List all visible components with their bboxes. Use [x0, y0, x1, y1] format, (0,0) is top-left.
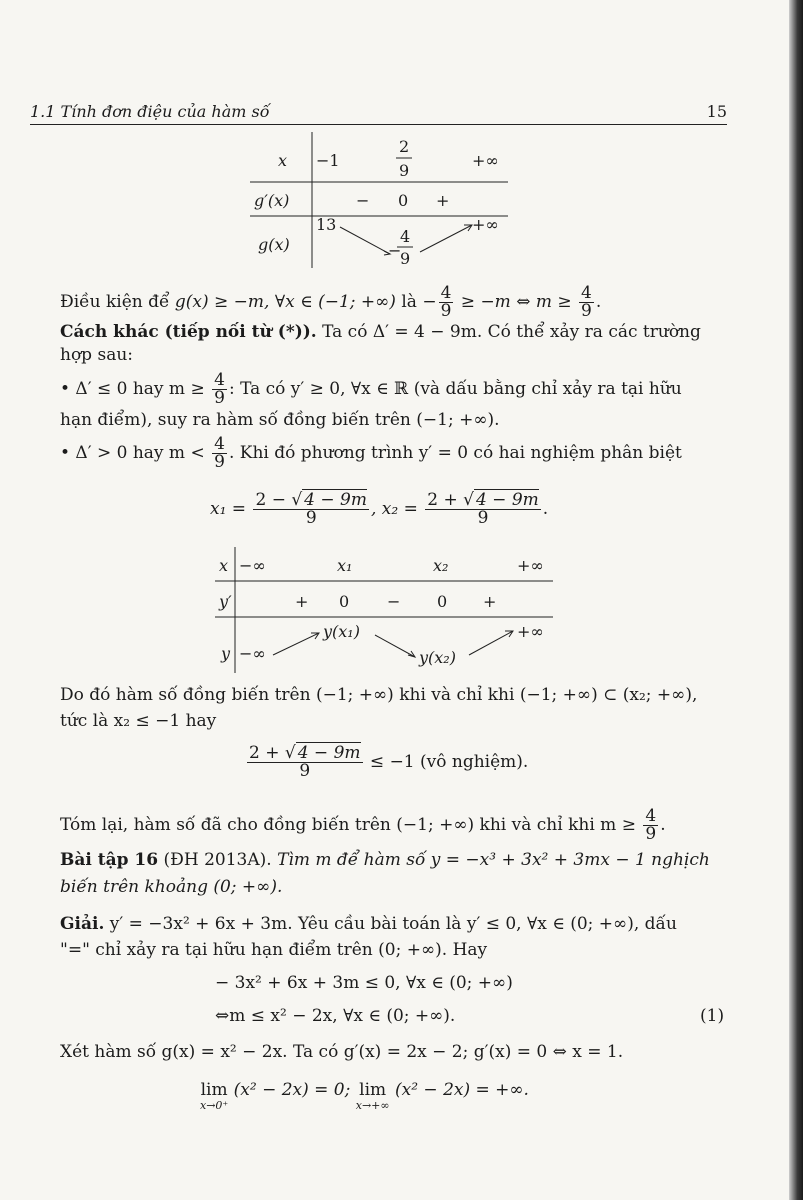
bullet-2	[60, 436, 682, 471]
table1-x-mid-num: 2	[399, 137, 410, 156]
bullet-1-cont: hạn điểm), suy ra hàm số đồng biến trên (−1; +∞).	[60, 410, 500, 430]
solution-text-1: y′ = −3x² + 6x + 3m. Yêu cầu bài toán là y′ ≤ 0, ∀x ∈ (0; +∞), dấu	[104, 914, 677, 934]
table2-arrow-up-2-head	[505, 631, 513, 637]
x1-sqrt-body: 4 − 9m	[304, 490, 367, 510]
period: .	[595, 292, 602, 312]
table2-x-1: x₁	[337, 556, 353, 575]
table2-x-label: x	[219, 556, 229, 575]
frac-num: 4	[645, 806, 657, 826]
table2-arrow-down	[375, 635, 415, 657]
limit-2-sub: x→+∞	[355, 1099, 390, 1112]
table1-gp-label: g′(x)	[254, 191, 290, 210]
solution-line-2: "=" chỉ xảy ra tại hữu hạn điểm trên (0; +∞). Hay	[60, 940, 488, 960]
fraction-4-9-e	[643, 808, 658, 843]
exercise-source: (ĐH 2013A).	[158, 850, 278, 870]
fraction-4-9	[439, 285, 454, 320]
table2-arrow-up-1	[273, 633, 319, 655]
limit-1-op: lim	[200, 1080, 228, 1100]
variation-table-y	[215, 545, 555, 675]
page-edge-shadow	[789, 0, 803, 1200]
period: .	[660, 815, 666, 835]
table1-x-end: +∞	[472, 151, 499, 170]
table2-yp-1: 0	[339, 592, 350, 611]
table2-y-1: y(x₁)	[323, 622, 360, 641]
frac-den: 9	[581, 301, 592, 321]
alt-method-heading: Cách khác (tiếp nối từ (*)).	[60, 322, 317, 342]
section-title: 1.1 Tính đơn điệu của hàm số	[30, 102, 270, 121]
frac-num: 4	[214, 434, 225, 454]
para2-line-1: Do đó hàm số đồng biến trên (−1; +∞) khi và chỉ khi (−1; +∞) ⊂ (x₂; +∞),	[60, 685, 698, 705]
x2-num-prefix: 2 + √	[427, 490, 474, 510]
table2-y-label: y	[221, 644, 231, 663]
table1-g-start: 13	[316, 215, 337, 234]
table1-gp-pos: +	[436, 191, 450, 210]
alt-method-cont: hợp sau:	[60, 345, 134, 365]
x2-denominator: 9	[477, 508, 489, 528]
period: .	[542, 499, 549, 519]
x2-label: , x₂ =	[370, 499, 424, 519]
condition-expr: g(x) ≥ −m, ∀x ∈ (−1; +∞)	[174, 292, 396, 312]
limit-1	[200, 1080, 228, 1112]
frac-num: 4	[581, 283, 592, 303]
table1-gp-neg: −	[356, 191, 370, 210]
bullet-1-text: • Δ′ ≤ 0 hay m ≥	[60, 379, 211, 399]
table2-x-0: −∞	[239, 556, 266, 575]
running-header	[30, 100, 727, 125]
bullet-2-text: • Δ′ > 0 hay m <	[60, 443, 211, 463]
table2-arrow-up-2	[469, 631, 513, 655]
alt-method-text: Ta có Δ′ = 4 − 9m. Có thể xảy ra các trường	[316, 322, 701, 342]
condition-line	[60, 285, 601, 320]
page-number: 15	[706, 102, 727, 121]
table2-yp-2: −	[387, 592, 401, 611]
frac-num: 4	[440, 283, 452, 303]
table2-y-2: y(x₂)	[419, 648, 456, 667]
frac-den: 9	[440, 301, 452, 321]
table2-yp-4: +	[483, 592, 497, 611]
table1-x-label: x	[278, 151, 288, 170]
table1-g-label: g(x)	[258, 235, 290, 254]
fraction-4-9-d	[212, 436, 227, 471]
table1-g-end: +∞	[472, 215, 499, 234]
frac-den: 9	[645, 824, 657, 844]
limit-2-op: lim	[359, 1080, 387, 1100]
table2-x-2: x₂	[433, 556, 449, 575]
ineq-num-prefix: 2 + √	[249, 743, 296, 763]
x2-sqrt-body: 4 − 9m	[475, 490, 539, 510]
bullet-1-rest: : Ta có y′ ≥ 0, ∀x ∈ ℝ (và dấu bằng chỉ xảy ra tại hữu	[228, 379, 682, 399]
fraction-4-9-c	[212, 372, 227, 407]
ineq-sqrt-body: 4 − 9m	[297, 743, 361, 763]
table2-yp-label: y′	[219, 592, 232, 611]
summary-line	[60, 808, 666, 843]
frac-den: 9	[214, 452, 225, 472]
solution-line-3: Xét hàm số g(x) = x² − 2x. Ta có g′(x) = 2x − 2; g′(x) = 0 ⇔ x = 1.	[60, 1042, 624, 1062]
limits-line	[200, 1080, 529, 1112]
roots-formula	[210, 492, 548, 527]
para2-line-2: tức là x₂ ≤ −1 hay	[60, 711, 217, 731]
limit-2	[356, 1080, 390, 1112]
table1-arrow-up	[420, 225, 472, 252]
summary-text: Tóm lại, hàm số đã cho đồng biến trên (−1; +∞) khi và chỉ khi m ≥	[60, 815, 642, 835]
exercise-line-2: biến trên khoảng (0; +∞).	[60, 877, 283, 897]
exercise-statement: Tìm m để hàm số y = −x³ + 3x² + 3mx − 1 nghịch	[277, 850, 710, 870]
condition-expr-2: ≥ −m ⇔ m ≥	[455, 292, 578, 312]
x1-denominator: 9	[305, 508, 317, 528]
bullet-1	[60, 372, 682, 407]
table1-x-mid-den: 9	[399, 161, 410, 180]
limit-2-expr: (x² − 2x) = +∞.	[389, 1080, 529, 1100]
variation-table-g	[250, 130, 510, 270]
alt-method-line	[60, 322, 701, 342]
table2-x-3: +∞	[517, 556, 544, 575]
table2-yp-3: 0	[437, 592, 448, 611]
exercise-line-1	[60, 850, 710, 870]
frac-num: 4	[214, 370, 225, 390]
solution-eq-1: − 3x² + 6x + 3m ≤ 0, ∀x ∈ (0; +∞)	[215, 973, 513, 993]
x2-fraction	[425, 492, 541, 527]
limit-1-expr: (x² − 2x) = 0;	[228, 1080, 356, 1100]
limit-1-sub: x→0⁺	[200, 1099, 229, 1112]
table2-yp-0: +	[295, 592, 309, 611]
table1-arrow-down	[340, 227, 390, 254]
table1-g-min-den: 9	[400, 249, 411, 268]
condition-text-2: là −	[395, 292, 437, 312]
table1-x-start: −1	[316, 151, 340, 170]
inequality-rest: ≤ −1 (vô nghiệm).	[364, 752, 529, 772]
table1-g-min-sign: −	[388, 241, 402, 260]
bullet-2-rest: . Khi đó phương trình y′ = 0 có hai nghiệm phân biệt	[228, 443, 682, 463]
condition-text: Điều kiện để	[60, 292, 175, 312]
ineq-denominator: 9	[299, 761, 311, 781]
solution-line-1	[60, 914, 677, 934]
inequality-line	[245, 745, 528, 780]
x1-label: x₁ =	[210, 499, 252, 519]
fraction-4-9-b	[579, 285, 594, 320]
exercise-title: Bài tập 16	[60, 850, 159, 870]
table2-y-3: +∞	[517, 622, 544, 641]
x1-num-prefix: 2 − √	[255, 490, 303, 510]
table1-g-min-num: 4	[400, 227, 411, 246]
table2-y-0: −∞	[239, 644, 266, 663]
x1-fraction	[253, 492, 369, 527]
table1-gp-zero: 0	[398, 191, 409, 210]
solution-label: Giải.	[60, 914, 105, 934]
solution-eq-2: ⇔m ≤ x² − 2x, ∀x ∈ (0; +∞).	[215, 1006, 456, 1026]
x2-fraction-repeat	[247, 745, 363, 780]
equation-number: (1)	[700, 1006, 725, 1026]
frac-den: 9	[214, 388, 225, 408]
